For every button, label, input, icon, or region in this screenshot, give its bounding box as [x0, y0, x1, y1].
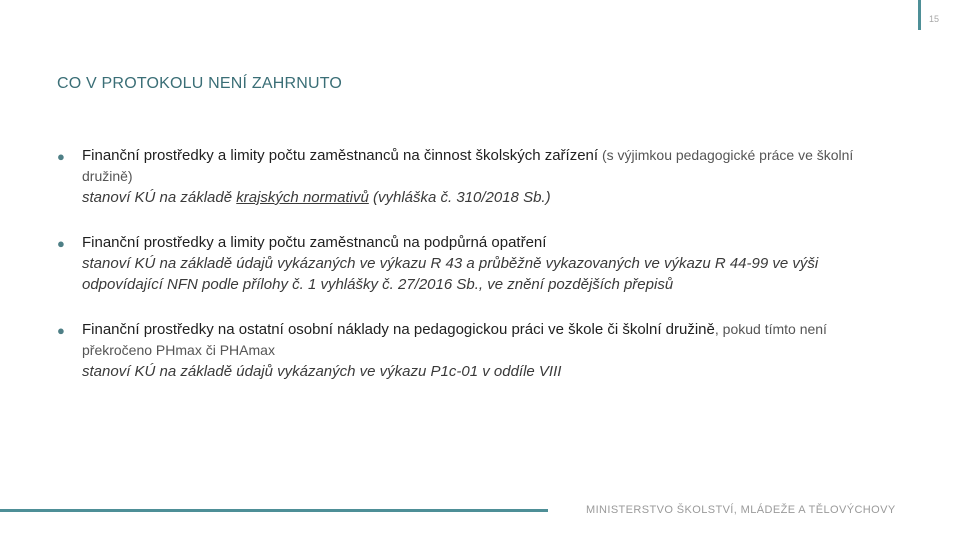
bullet-item	[57, 232, 877, 295]
bullet-tail: (s výjimkou pedagogické práce ve školní družině)	[82, 147, 854, 184]
bullet-detail	[82, 187, 877, 208]
bullet-item	[57, 145, 877, 208]
bullet-lead: Finanční prostředky a limity počtu zaměstnanců na činnost školských zařízení	[82, 147, 599, 164]
bullet-list	[57, 145, 877, 406]
header-accent-line	[918, 0, 921, 30]
bullet-item	[57, 319, 877, 382]
detail-underlined-text: krajských normativů	[236, 189, 369, 206]
detail-text: stanoví KÚ na základě údajů vykázaných ve výkazu R 43 a průběžně vykazovaných ve výkazu R 44-99 ve výši odpovídající NFN podle přílohy č. 1 vyhlášky č. 27/2016 Sb., ve znění pozdějších přepisů	[82, 255, 819, 293]
bullet-detail	[82, 361, 877, 382]
bullet-detail	[82, 253, 877, 295]
slide-title: CO V PROTOKOLU NENÍ ZAHRNUTO	[57, 75, 343, 92]
bullet-dot-icon: ●	[57, 236, 65, 251]
detail-text: stanoví KÚ na základě	[82, 189, 237, 206]
detail-text: stanoví KÚ na základě údajů vykázaných ve výkazu P1c-01 v oddíle VIII	[82, 363, 562, 380]
bullet-dot-icon: ●	[57, 323, 65, 338]
bullet-tail: , pokud tímto není překročeno PHmax či PHAmax	[82, 321, 827, 358]
footer-accent-line	[0, 509, 548, 512]
bullet-lead: Finanční prostředky na ostatní osobní náklady na pedagogickou práci ve škole či školní družině	[82, 321, 715, 338]
detail-text-after: (vyhláška č. 310/2018 Sb.)	[368, 189, 551, 206]
footer-brand-logo: MINISTERSTVO ŠKOLSTVÍ, MLÁDEŽE A TĚLOVÝCHOVY	[586, 504, 896, 516]
page-number: 15	[929, 14, 940, 24]
bullet-dot-icon: ●	[57, 149, 65, 164]
bullet-lead: Finanční prostředky a limity počtu zaměstnanců na podpůrná opatření	[82, 234, 547, 251]
